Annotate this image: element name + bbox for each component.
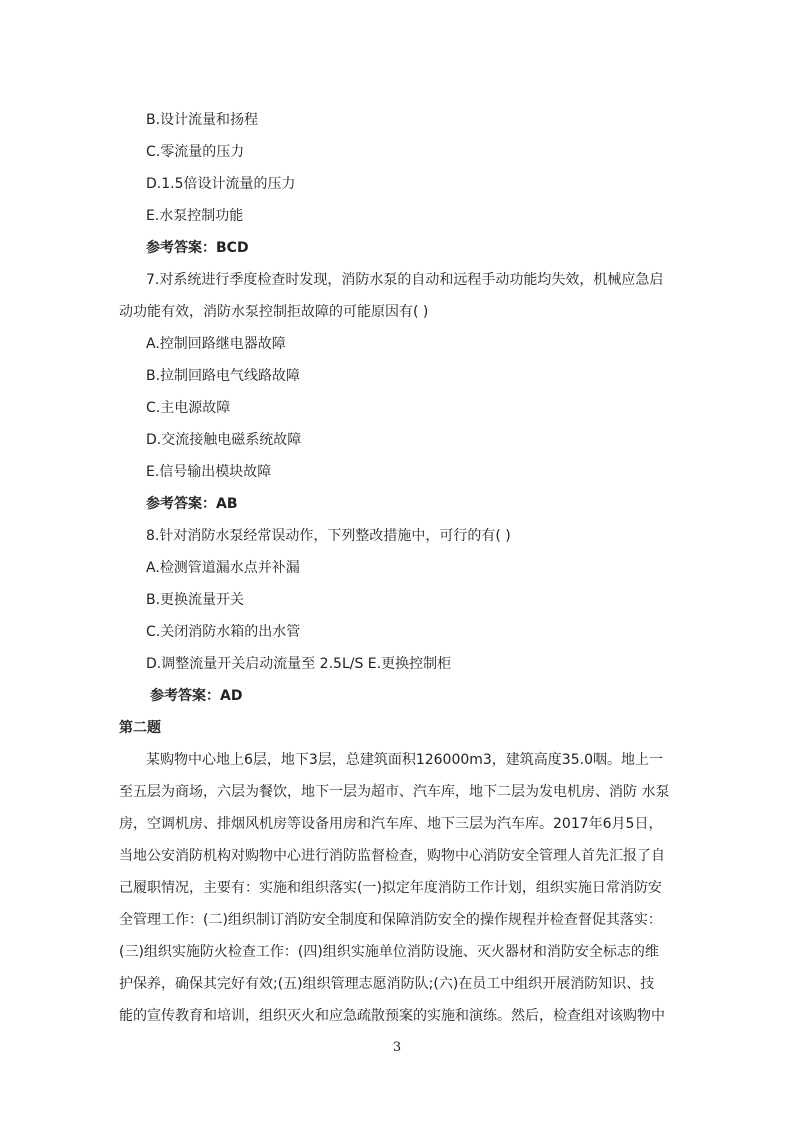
paragraph-line: 能的宣传教育和培训，组织灭火和应急疏散预案的实施和演练。然后，检查组对该购物中 bbox=[119, 1008, 665, 1024]
paragraph-line: 己履职情况，主要有：实施和组织落实(一)拟定年度消防工作计划，组织实施日常消防安 bbox=[119, 880, 662, 896]
q8-stem: 8.针对消防水泵经常误动作，下列整改措施中，可行的有( ) bbox=[146, 528, 511, 544]
q7-option-e: E.信号输出模块故障 bbox=[146, 464, 272, 480]
q7-stem-line1: 7.对系统进行季度检查时发现，消防水泵的自动和远程手动功能均失效，机械应急启 bbox=[146, 272, 664, 288]
page-number: 3 bbox=[392, 1040, 402, 1055]
q7-answer: 参考答案：AB bbox=[146, 496, 238, 512]
section-heading: 第二题 bbox=[119, 720, 161, 736]
q6-answer: 参考答案：BCD bbox=[146, 240, 249, 256]
paragraph-line: (三)组织实施防火检查工作：(四)组织实施单位消防设施、灭火器材和消防安全标志的维 bbox=[119, 944, 659, 960]
paragraph-line: 护保养，确保其完好有效;(五)组织管理志愿消防队;(六)在员工中组织开展消防知识、技 bbox=[119, 976, 655, 992]
paragraph-line: 至五层为商场，六层为餐饮，地下一层为超市、汽车库，地下二层为发电机房、消防 水泵 bbox=[119, 784, 670, 800]
q7-option-a: A.控制回路继电器故障 bbox=[146, 336, 286, 352]
q8-option-d: D.调整流量开关启动流量至 2.5L/S E.更换控制柜 bbox=[146, 656, 452, 672]
paragraph-line: 全管理工作：(二)组织制订消防安全制度和保障消防安全的操作规程并检查督促其落实： bbox=[119, 912, 662, 928]
q8-option-a: A.检测管道漏水点并补漏 bbox=[146, 560, 300, 576]
q8-option-b: B.更换流量开关 bbox=[146, 592, 245, 608]
q8-option-c: C.关闭消防水箱的出水管 bbox=[146, 624, 301, 640]
paragraph-line: 某购物中心地上6层，地下3层，总建筑面积126000m3，建筑高度35.0咽。地上一 bbox=[146, 752, 663, 768]
q8-answer: 参考答案：AD bbox=[150, 688, 243, 704]
q7-stem-line2: 动功能有效，消防水泵控制拒故障的可能原因有( ) bbox=[119, 304, 429, 320]
q6-option-c: C.零流量的压力 bbox=[146, 144, 245, 160]
q6-option-d: D.1.5倍设计流量的压力 bbox=[146, 176, 296, 192]
paragraph-line: 当地公安消防机构对购物中心进行消防监督检查，购物中心消防安全管理人首先汇报了自 bbox=[119, 848, 665, 864]
q7-option-b: B.拉制回路电气线路故障 bbox=[146, 368, 301, 384]
paragraph-line: 房，空调机房、排烟风机房等设备用房和汽车库、地下三层为汽车库。2017年6月5日， bbox=[119, 816, 663, 832]
q7-option-d: D.交流接触电磁系统故障 bbox=[146, 432, 302, 448]
q7-option-c: C.主电源故障 bbox=[146, 400, 231, 416]
q6-option-b: B.设计流量和扬程 bbox=[146, 112, 259, 128]
q6-option-e: E.水泵控制功能 bbox=[146, 208, 244, 224]
